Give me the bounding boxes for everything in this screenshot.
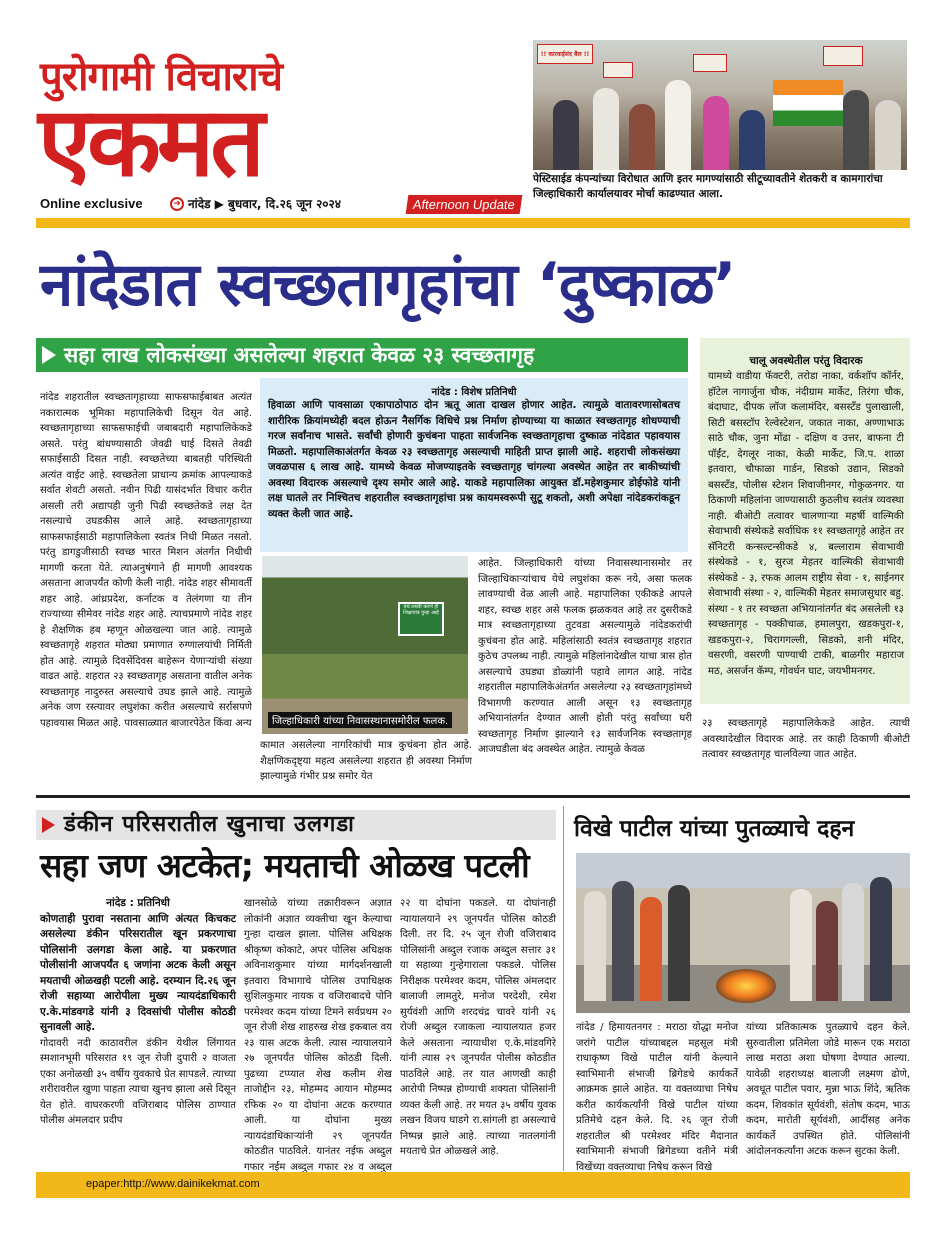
- lead-byline: नांदेड : विशेष प्रतिनिधी: [431, 387, 517, 398]
- crime-body-1: गोदावरी नदी काठावरील डंकीन येथील लिंगायत स्मशानभूमी परिसरात १९ जून रोजी दुपारी २ वाजता एका अनोळखी ३५ वर्षीय युवकाचे प्रेत सापडले. त्याच्या शरीरावरील खुणा पाहता त्याचा खुनच झाला असे दिसून येत होते. वाघरकरणी वजिराबाद पोलिस ठाण्यात पोलीस अंमलदार प्रदीप: [40, 1037, 236, 1126]
- masthead-name: एकमत: [38, 86, 261, 198]
- activist: [612, 881, 634, 1001]
- dateline-location: नांदेड: [188, 197, 211, 211]
- crime-column-1: [40, 896, 236, 1166]
- play-arrow-icon: [42, 817, 55, 833]
- activist: [668, 885, 690, 1001]
- online-exclusive-label: Online exclusive: [40, 196, 143, 211]
- epaper-link[interactable]: epaper:http://www.dainikekmat.com: [86, 1178, 260, 1190]
- crime-lead: कोणताही पुरावा नसताना आणि अंत्यत किचकट असलेल्या डंकीन परिसरातील खून प्रकरणाचा पोलिसांनी उलगडा केला आहे. या प्रकरणात पोलीसांनी आजपर्यंत ६ जणांना अटक केली असून मयताची ओळखही पटली आहे. दरम्यान दि.२६ जून रोजी सहाय्या आरोपीला मुख्य न्यायदंडाधिकारी ए.के.मांडवगडे यांनी ३ दिवसांची पोलीस कोठडी सुनावली आहे.: [40, 912, 236, 1033]
- collector-signboard: येथे लघवी करणे ही शिक्षापात्र गुन्हा आहे: [398, 602, 444, 636]
- mid-photo-caption: जिल्हाधिकारी यांच्या निवासस्थानासमोरील फलक.: [268, 712, 452, 728]
- protester: [739, 110, 765, 170]
- masthead-tagline: पुरोगामी विचाराचे: [40, 54, 283, 100]
- lead-subhead: [36, 338, 688, 372]
- effigy-column-1: नांदेड / हिमायतनगर : मराठा योद्धा मनोज जरांगे पाटील यांच्याबद्दल महसूल मंत्री राधाकृष्ण विखे पाटील यांनी केल्याने स्वाभिमानी संभाजी ब्रिगेडचे कार्यकर्ते आक्रमक झाले आहेत. या वक्तव्याचा निषेध करीत कार्यकर्त्यांनी विखे पाटील यांच्या प्रतिमेचे दहन केले. दि. २६ जून रोजी शहरातील श्री परमेश्वर मंदिर मैदानात स्वाभिमानी संभाजी ब्रिगेडच्या वतीने मंत्री विखेंच्या वक्तव्याचा निषेध करून विखे: [576, 1022, 738, 1173]
- crime-subhead-text: डंकीन परिसरातील खुनाचा उलगडा: [64, 812, 355, 837]
- protest-placard: [823, 46, 863, 66]
- activist: [842, 883, 864, 1001]
- dateline-date: ▶ बुधवार, दि.२६ जून २०२४: [214, 197, 342, 211]
- protester: [843, 90, 869, 170]
- protest-placard: [693, 54, 727, 72]
- effigy-column-2: यांच्या प्रतिकात्मक पुतळ्याचे दहन केले. सुरुवातीला प्रतिमेला जोडे मारून एक मराठा लाख मराठा अशा घोषणा देण्यात आल्या. यावेळी शहराध्यक्ष बालाजी लक्ष्मण ढोणे, अवधूत पाटील पवार, मुन्ना भाऊ शिंदे, ऋतिक कदम, शिवकांत सूर्यवंशी, संतोष कदम, भाऊ कदम, मारोती सूर्यवंशी, आदींसह अनेक कार्यकर्ते उपस्थित होते. पोलिसांनी आंदोलनकर्त्यांना अटक करून सुटका केली.: [746, 1022, 910, 1157]
- toilet-sign-photo: [262, 556, 468, 734]
- crime-headline: सहा जण अटकेत; मयताची ओळख पटली: [40, 846, 530, 885]
- lead-subhead-text: सहा लाख लोकसंख्या असलेल्या शहरात केवळ २३ स्वच्छतागृह: [64, 343, 535, 367]
- burning-effigy: [716, 969, 776, 1003]
- arrow-circle-icon: ➜: [170, 197, 184, 211]
- lead-intro: हिवाळा आणि पावसाळा एकापाठोपाठ दोन ऋतू आता दाखल होणार आहेत. त्यामुळे वातावरणासोबतच शारीरिक क्रियांमध्येही बदल होऊन नैसर्गिक विधिचे प्रश्न निर्माण होण्याच्या या काळात स्वच्छतागृह शोधण्याची गरज सर्वांनाच भासते. सर्वांची होणारी कुचंबना पाहता सार्वजनिक स्वच्छतागृहाचा दुष्काळ नांदेडात पहावयास मिळतो. महापालिकाअंतर्गत केवळ २३ स्वच्छतागृह असल्याची माहिती प्राप्त झाली आहे. शहराची लोकसंख्या जवळपास ६ लाख आहे. यामध्ये केवळ मोजण्याइतके स्वच्छतागृह चांगल्या अवस्थेत आहेत तर बाकीच्यांची अवस्था विदारक असल्याचे दृश्य समोर आले आहे. याकडे महापालिका आयुक्त डॉ.महेशकुमार डोईफोडे यांनी लक्ष घातले तर निश्चितच शहरातील स्वच्छतागृहांचा प्रश्न कायमस्वरूपी सुटू शकतो, अशी अपेक्षा नांदेडकरांकडून व्यक्त केली जात आहे.: [268, 399, 680, 520]
- lead-column-4: २३ स्वच्छतागृहे महापालिकेकडे आहेत. त्याची अवस्थादेखील विदारक आहे. तर काही ठिकाणी बीओटी तत्वावर स्वच्छतागृह चालविल्या जात आहेत.: [702, 718, 910, 760]
- crime-column-3: २२ या दोघांना पकडले. या दोघांनाही न्यायालयाने २९ जूनपर्यंत पोलिस कोठडी दिली. तर दि. २५ जून रोजी वजिराबाद पोलिसांनी अब्दुल रजाक अब्दुल सत्तार ३१ या सहाव्या गुन्हेगाराला पकडले. पोलिस निरीक्षक परमेश्वर कदम, पोलिस अंमलदार बालाजी लामतुरे, मनोज परदेशी, रमेश सुर्यवंशी आणि शरदचंद्र चावरे यांनी २६ रोजी अब्दुल रजाकला न्यायालयात हजर केले असताना न्यायाधीश ए.के.मांडवगिरे यांनी त्यास २९ जूनपर्यंत पोलीस कोठडीत पाठविले आहे. तर यात आणखी काही आरोपी निष्पन्न होण्याची शक्यता पोलिसांनी व्यक्त केली आहे. तर मयत ३५ वर्षीय युवक लखन विजय घाडगे रा.सांगली हा असल्याचे निष्पन्न झाले आहे. त्याच्या नातलगांनी मयताचे प्रेत ओळखले आहे.: [400, 898, 556, 1157]
- play-arrow-icon: [42, 346, 56, 364]
- protester: [665, 80, 691, 170]
- toilet-list-box: [700, 338, 910, 704]
- activist: [790, 889, 812, 1001]
- lead-headline: नांदेडात स्वच्छतागृहांचा ‘दुष्काळ’: [40, 250, 736, 320]
- effigy-headline: विखे पाटील यांच्या पुतळ्याचे दहन: [574, 816, 855, 842]
- protest-placard: [603, 62, 633, 78]
- protester: [875, 100, 901, 170]
- box-heading: चालू अवस्थेतील परंतु विदारक: [749, 355, 863, 367]
- protester: [629, 104, 655, 170]
- masthead-divider: [36, 218, 910, 228]
- lead-column-1: नांदेड शहरातील स्वच्छतागृहाच्या साफसफाईबाबत अत्यंत नकारात्मक भूमिका महापालिकेची दिसून येत आहे. स्वच्छतागृहाच्या साफसफाईची जबाबदारी महापालिकेकडे असते. परंतु बांधण्यासाठी जेवढी घाई दिसते तेवढी सफाईसाठी दिसत नाही. स्वच्छतेच्या बाबतही परिस्थिती अत्यंत वाईट आहे. स्वच्छतेला प्राधान्य क्रमांक आपल्याकडे सर्वात शेवटी असतो. नवीन पिढी यासंदर्भात विचार करीत असली तरी अद्यापही जुनी पिढी स्वच्छतेकडे लक्ष देत नसल्याचे उघडकीस आले आहे. स्वच्छतागृहाच्या साफसफाईसाठी महापालिकेला स्वतंत्र निधी मिळत नसतो. परंतु डागडुजीसाठी स्वच्छ भारत मिशन अंतर्गत निधीची मागणी करता येते. त्याअनुषंगाने ही मागणी आवश्यक असताना आजपर्यंत कोणी केली नाही. नांदेड शहर सीमावर्ती शहर आहे. आंध्रप्रदेश, कर्नाटक व तेलंगणा या तीन राज्याच्या सीमेवर नांदेड शहर आहे. त्याचप्रमाणे नांदेड शहर हे शैक्षणिक हब म्हणून ओळखल्या जात आहे. त्यामुळे स्वच्छतागृहे शहरात मोठ्या प्रमाणात रुग्णालयांची निर्मिती होत आहे. त्यामुळे दिवसेंदिवस बाहेरून येणाऱ्यांची संख्या वाढत आहे. शहरात २३ स्वच्छतागृह असताना वातील अनेक स्वच्छतागृह नादुरुस्त असल्याचे उघड झाले आहे. त्यामुळे अनेक जण रस्त्यावर लघुशंका करीत असल्याचे सर्रासपणे पहावयास मिळत आहे. पावसाळ्यात बाजारपेठेत किंवा अन्य: [40, 392, 252, 729]
- lead-intro-box: [260, 378, 688, 552]
- column-divider: [563, 806, 564, 1171]
- crime-column-2: खानसोळे यांच्या तक्रारीवरून अज्ञात लोकांनी अज्ञात व्यक्तीचा खून केल्याचा गुन्हा दाखल झाला. पोलिस अधिक्षक श्रीकृष्ण कोकाटे, अपर पोलिस अधिक्षक अविनाशकुमार यांच्या मार्गदर्शनखाली इतवारा विभागाचे पोलिस उपाधिक्षक सुशिलकुमार नायक व वजिराबादचे पोनि परमेश्वर कदम यांच्या टिमने सर्वप्रथम २० जून रोजी शेख शाहरुख शेख इकबाल वय २३ यास अटक केली. त्यास न्यायालयाने २७ जूनपर्यंत पोलिस कोठडी दिली. पुढच्या टप्प्यात शेख कलीम शेख ताजोद्दीन २३, मोहम्मद आयान मोहम्मद रफिक २० या दोघांना अटक करण्यात आली. या दोघांना मुख्य न्यायदंडाधिकाऱ्यांनी २९ जूनपर्यंत कोठडीत पाठविले. यानंतर नईफ अब्दुल गफार नईम अब्दुल गफार २४ व अब्दुल: [244, 898, 392, 1173]
- edition-badge: Afternoon Update: [406, 195, 523, 214]
- indian-flag: [773, 80, 843, 126]
- activist: [816, 901, 838, 1001]
- crime-subhead: [36, 810, 556, 840]
- protester: [593, 88, 619, 170]
- protest-banner: !! कारवाईसंद बैल !!: [537, 44, 593, 64]
- top-photo-caption: पेस्टिसाईड कंपन्यांच्या विरोधात आणि इतर मागण्यांसाठी सीटूच्यावतीने शेतकरी व कामगारांचा जिल्हाधिकारी कार्यालयावर मोर्चा काढण्यात आला.: [533, 173, 883, 200]
- protester: [553, 100, 579, 170]
- crime-byline: नांदेड : प्रतिनिधी: [106, 897, 170, 909]
- box-text: यामध्ये वाडीया फॅक्टरी, तरोडा नाका, वर्कशॉप कॉर्नर, हॉटेल नागार्जुना चौक, नंदीग्राम मार्केट, तिरंगा चौक, बंदाघाट, दीपक लॉज कलामंदिर, बसस्टँड पुलाखाली, सिटी बसस्टॉप रेल्वेस्टेशन, जकात नाका, अण्णाभाऊ साठे चौक, जुना मोंढा - दक्षिण व उत्तर, बाफना टी पॉईंट, देगलूर नाका, केळी मार्केट, जि.प. शाळा इतवारा, चौफाळा गार्डन, सिडको उद्यान, सिडको बसस्टँड, पोलीस स्टेशन शिवाजीनगर, गोकुळनगर. या ठिकाणी महिलांना जाण्यासाठी कुठलीच स्वतंत्र व्यवस्था नाही. बीओटी तत्वावर चालणाऱ्या महर्षी वाल्मिकी सेवाभावी संस्थेकडे सर्वाधिक ११ स्वच्छतागृहे आहेत तर सॅनिटरी कन्सल्टन्सीकडे ४, बल्लाराम सेवाभावी संस्थेकडे - १, सुरज मेहतर वाल्मिकी सेवाभावी संस्थेकडे - ३, रफक आलम राष्ट्रीय सेवा - १, साईनगर सेवाभावी संस्था - २, वाल्मिकी मेहतर समाजसुधार बहु. संस्था - १ तर स्वच्छता अभियानांतर्गत बंद असलेली १३ स्वच्छतागृह - पक्कीचाळ, हमालपुरा, खडकपुरा-१, खडकपुरा-२, चिरागगल्ली, सिडको, शनी मंदिर, वसरणी, वसरणी पाण्याची टाकी, बाळगीर महाराज मठ, असर्जन कॅम्प, गोवर्धन घाट, जयभीमनगर.: [708, 371, 904, 677]
- lead-column-2: कामात असलेल्या नागरिकांची मात्र कुचंबना होत आहे. शैक्षणिकदृष्ट्या महत्व असलेल्या शहरात ही अवस्था निर्माण झाल्यामुळे गंभीर प्रश्न समोर येत: [260, 740, 472, 782]
- activist: [640, 897, 662, 1001]
- lead-column-3: आहेत. जिल्हाधिकारी यांच्या निवासस्थानासमोर तर जिल्हाधिकाऱ्यांचाच येथे लघुशंका करू नये, असा फलक लावण्याची वेळ आली आहे. महापालिका एकीकडे आपले शहर, स्वच्छ शहर असे फलक झळकवत आहे तर दुसरीकडे मात्र स्वच्छतागृहाच्या तुटवडा असल्यामुळे नांदेडकरांची कुचंबना होत आहे. महिलांसाठी स्वतंत्र स्वच्छतागृह शहरात कुठेच उपलब्ध नाही. त्यामुळे महिलांनादेखील याचा त्रास होत असल्याचे उघड्या डोळ्यांनी पहावे लागत आहे. नांदेड शहरातील महापालिकेअंतर्गत असलेल्या २३ स्वच्छतागृहांमध्ये विभागणी करण्यात आली असून १३ स्वच्छतागृह अभियानांतर्गत देण्यात आली होती परंतु सर्वांच्या घरी स्वच्छतागृह निर्माण झाल्याने १३ सार्वजनिक स्वच्छतागृह आजघडीला बंद अवस्थेत आहेत. त्यामुळे केवळ: [478, 558, 692, 755]
- activist: [870, 877, 892, 1001]
- protester: [703, 96, 729, 170]
- effigy-burning-photo: [576, 853, 910, 1013]
- section-divider: [36, 795, 910, 798]
- top-news-photo: [533, 40, 907, 170]
- activist: [584, 891, 606, 1001]
- dateline: [170, 195, 341, 212]
